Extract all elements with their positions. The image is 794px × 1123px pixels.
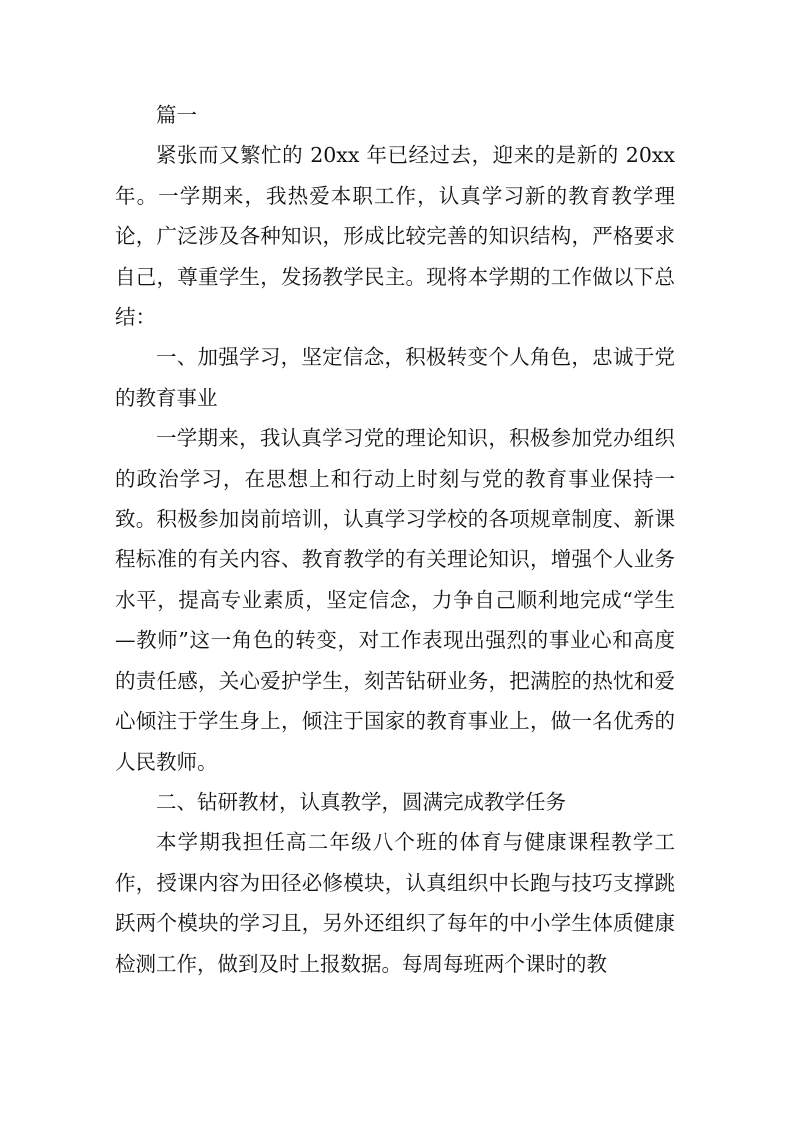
section-title: 篇一 — [156, 103, 197, 127]
document-page — [115, 95, 675, 984]
paragraph-section-two: 本学期我担任高二年级八个班的体育与健康课程教学工作，授课内容为田径必修模块，认真组织中长跑与技巧支撑跳跃两个模块的学习且，另外还组织了每年的中小学生体质健康检测工作，做到及时上报数据。每周每班两个课时的教 — [115, 830, 675, 976]
heading-section-one: 一、加强学习，坚定信念，积极转变个人角色，忠诚于党的教育事业 — [115, 345, 675, 410]
paragraph-section-one: 一学期来，我认真学习党的理论知识，积极参加党办组织的政治学习，在思想上和行动上时刻与党的教育事业保持一致。积极参加岗前培训，认真学习学校的各项规章制度、新课程标准的有关内容、教育教学的有关理论知识，增强个人业务水平，提高专业素质，坚定信念，力争自己顺利地完成“学生—教师”这一角色的转变，对工作表现出强烈的事业心和高度的责任感，关心爱护学生，刻苦钻研业务，把满腔的热忱和爱心倾注于学生身上，倾注于国家的教育事业上，做一名优秀的人民教师。 — [115, 426, 675, 774]
paragraph-intro: 紧张而又繁忙的 20xx 年已经过去，迎来的是新的 20xx 年。一学期来，我热爱本职工作，认真学习新的教育教学理论，广泛涉及各种知识，形成比较完善的知识结构，严格要求自己，尊重学生，发扬教学民主。现将本学期的工作做以下总结： — [115, 143, 675, 330]
heading-section-two: 二、钻研教材，认真教学，圆满完成教学任务 — [156, 789, 566, 814]
